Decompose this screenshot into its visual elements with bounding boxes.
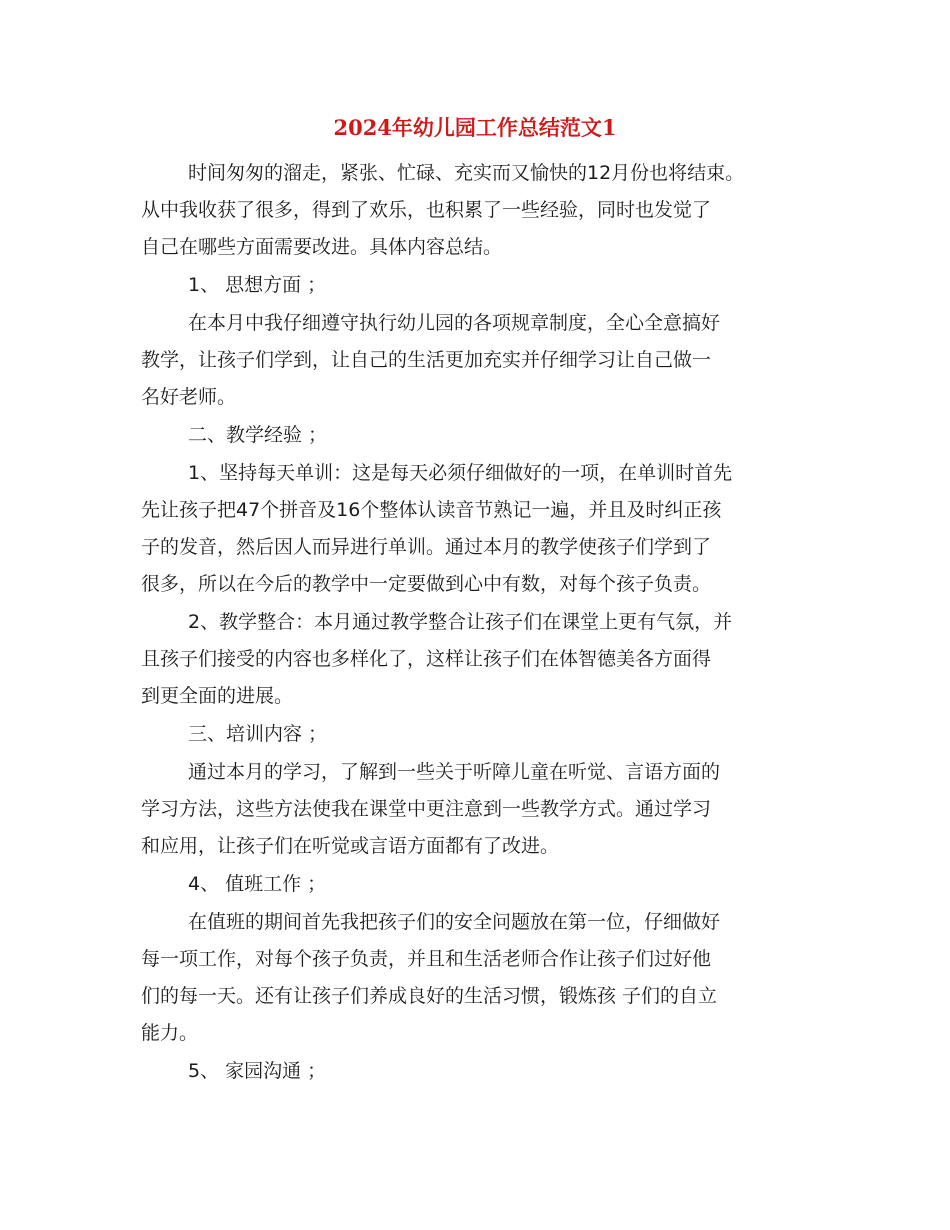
- section-heading: 4、 值班工作 ；: [188, 873, 327, 895]
- section-heading: 5、 家园沟通 ；: [188, 1060, 327, 1082]
- paragraph-line: 1、坚持每天单训：这是每天必须仔细做好的一项，在单训时首先: [188, 462, 733, 484]
- paragraph-line: 且孩子们接受的内容也多样化了，这样让孩子们在体智德美各方面得: [141, 648, 712, 670]
- section-heading: 三、培训内容 ；: [188, 723, 328, 745]
- section-heading: 二、教学经验 ；: [188, 424, 328, 446]
- paragraph-line: 能力。: [141, 1022, 199, 1044]
- document-title: 2024年幼儿园工作总结范文1: [333, 115, 617, 140]
- paragraph-line: 先让孩子把47个拼音及16个整体认读音节熟记一遍，并且及时纠正孩: [141, 499, 722, 521]
- paragraph-line: 从中我收获了很多，得到了欢乐，也积累了一些经验，同时也发觉了: [141, 199, 712, 221]
- paragraph-line: 通过本月的学习，了解到一些关于听障儿童在听觉、言语方面的: [188, 761, 721, 783]
- paragraph-line: 很多，所以在今后的教学中一定要做到心中有数，对每个孩子负责。: [141, 573, 712, 595]
- paragraph-line: 自己在哪些方面需要改进。具体内容总结。: [141, 236, 503, 258]
- paragraph-line: 和应用，让孩子们在听觉或言语方面都有了改进。: [141, 835, 560, 857]
- paragraph-line: 2、教学整合：本月通过教学整合让孩子们在课堂上更有气氛，并: [188, 611, 733, 633]
- paragraph-line: 教学，让孩子们学到，让自己的生活更加充实并仔细学习让自己做一: [141, 349, 712, 371]
- paragraph-line: 在值班的期间首先我把孩子们的安全问题放在第一位，仔细做好: [188, 911, 721, 933]
- section-heading: 1、 思想方面 ；: [188, 274, 327, 296]
- paragraph-line: 学习方法，这些方法使我在课堂中更注意到一些教学方式。通过学习: [141, 798, 712, 820]
- paragraph-line: 时间匆匆的溜走，紧张、忙碌、充实而又愉快的12月份也将结束。: [188, 162, 745, 184]
- paragraph-line: 到更全面的进展。: [141, 685, 294, 707]
- paragraph-line: 在本月中我仔细遵守执行幼儿园的各项规章制度，全心全意搞好: [188, 312, 721, 334]
- paragraph-line: 子的发音，然后因人而异进行单训。通过本月的教学使孩子们学到了: [141, 536, 712, 558]
- paragraph-line: 每一项工作，对每个孩子负责，并且和生活老师合作让孩子们过好他: [141, 948, 712, 970]
- paragraph-line: 们的每一天。还有让孩子们养成良好的生活习惯，锻炼孩 子们的自立: [141, 985, 718, 1007]
- paragraph-line: 名好老师。: [141, 386, 237, 408]
